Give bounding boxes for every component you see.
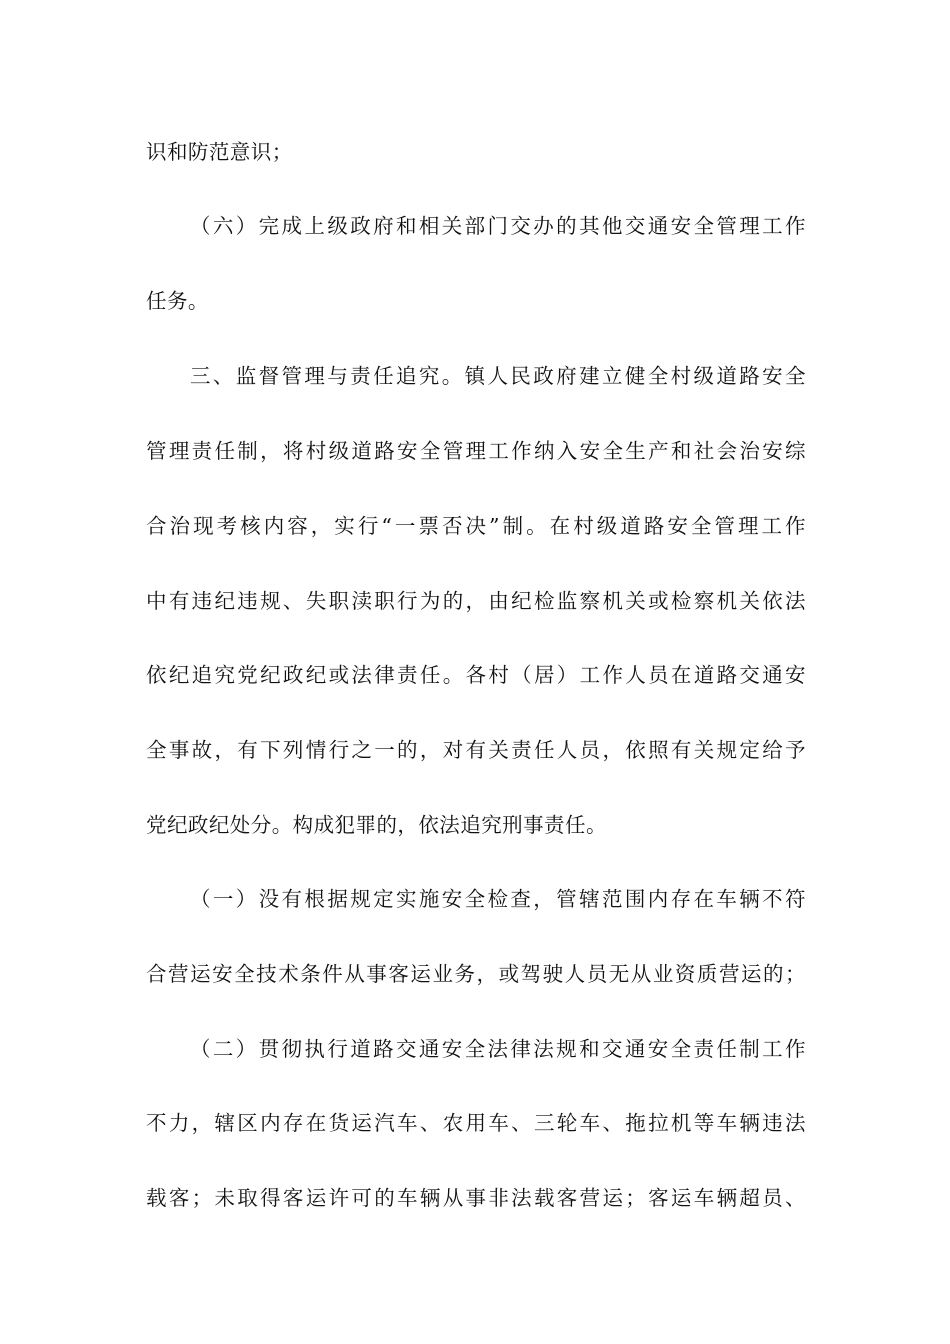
text-line: 合营运安全技术条件从事客运业务，或驾驶人员无从业资质营运的； — [146, 962, 806, 986]
text-line: 党纪政纪处分。构成犯罪的，依法追究刑事责任。 — [146, 813, 607, 837]
paragraph-item-6-line: （六）完成上级政府和相关部门交办的其他交通安全管理工作 — [190, 214, 806, 238]
text-line: 载客；未取得客运许可的车辆从事非法载客营运；客运车辆超员、 — [146, 1186, 806, 1210]
text-line: 合治现考核内容，实行“一票否决”制。在村级道路安全管理工作 — [146, 514, 806, 538]
text-line: 不力，辖区内存在货运汽车、农用车、三轮车、拖拉机等车辆违法 — [146, 1111, 806, 1135]
paragraph-item-2-line: （二）贯彻执行道路交通安全法律法规和交通安全责任制工作 — [190, 1037, 806, 1061]
text-line: 管理责任制，将村级道路安全管理工作纳入安全生产和社会治安综 — [146, 439, 806, 463]
text-line: 中有违纪违规、失职渎职行为的，由纪检监察机关或检察机关依法 — [146, 589, 806, 613]
paragraph-item-1-line: （一）没有根据规定实施安全检查，管辖范围内存在车辆不符 — [190, 887, 806, 911]
text-line: 依纪追究党纪政纪或法律责任。各村（居）工作人员在道路交通安 — [146, 663, 806, 687]
text-line: 全事故，有下列情行之一的，对有关责任人员，依照有关规定给予 — [146, 738, 806, 762]
text-line: 任务。 — [146, 289, 209, 313]
section-3-heading-line: 三、监督管理与责任追究。镇人民政府建立健全村级道路安全 — [190, 364, 806, 388]
text-line: 识和防范意识； — [146, 140, 293, 164]
